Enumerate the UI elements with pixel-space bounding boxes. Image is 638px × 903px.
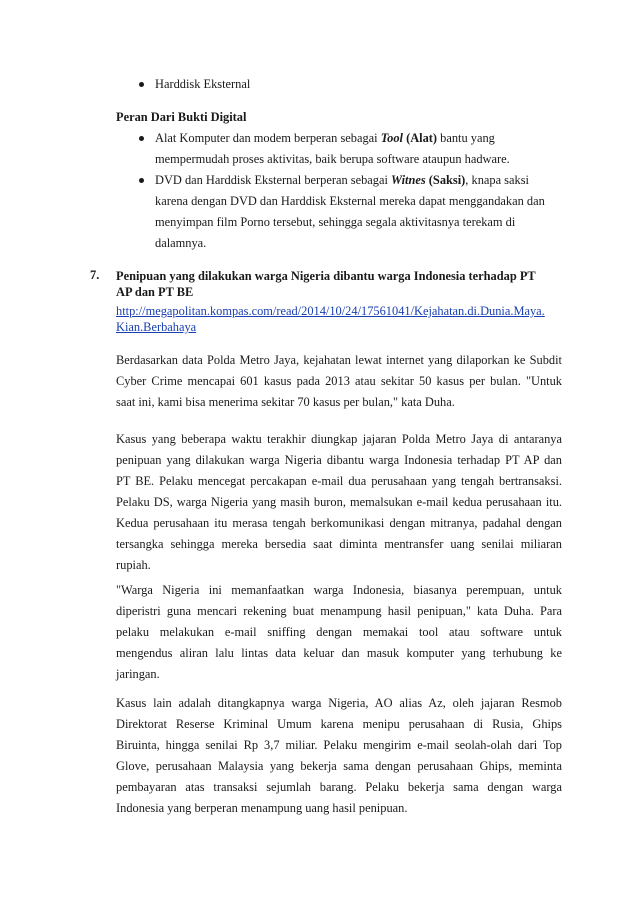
- paragraph-line: Indonesia yang berperan menampung uang hasil penipuan.: [116, 801, 408, 815]
- paragraph-line: Pelaku DS, warga Nigeria yang masih buron, memalsukan e-mail kedua perusahaan itu.: [116, 495, 562, 509]
- paragraph-line: Direktorat Reserse Kriminal Umum karena menipu perusahaan di Rusia, Ghips: [116, 717, 562, 731]
- paragraph-line: tersangka sehingga mereka bersedia saat diminta mentransfer uang senilai miliaran: [116, 537, 562, 551]
- paragraph-line: Kedua perusahaan itu merasa tengah berkomunikasi dengan mitranya, padahal dengan: [116, 516, 562, 530]
- paragraph-line: pelaku melakukan e-mail sniffing dengan memakai tool atau software untuk: [116, 625, 562, 639]
- paragraph-line: Glove, perusahaan Malaysia yang bekerja sama dengan perusahaan Ghips, meminta: [116, 759, 562, 773]
- top-bullet-list: [155, 74, 250, 95]
- bullet-icon: [139, 82, 144, 87]
- article-link-line[interactable]: http://megapolitan.kompas.com/read/2014/10/24/17561041/Kejahatan.di.Dunia.Maya.: [116, 304, 545, 318]
- body-paragraph: [116, 350, 562, 413]
- list-item-text: Harddisk Eksternal: [155, 77, 251, 91]
- paragraph-line: penipuan yang dilakukan warga Nigeria dibantu warga Indonesia terhadap PT AP dan: [116, 453, 562, 467]
- paragraph-line: jaringan.: [116, 667, 160, 681]
- article-link[interactable]: [116, 303, 545, 335]
- list-item-line: Alat Komputer dan modem berperan sebagai Tool (Alat) bantu yang: [155, 131, 495, 145]
- list-item-line: karena dengan DVD dan Harddisk Eksternal mereka dapat menggandakan dan: [155, 194, 545, 208]
- list-item-line: menyimpan film Porno tersebut, sehingga segala aktivitasnya terekam di: [155, 215, 516, 229]
- paragraph-line: rupiah.: [116, 558, 151, 572]
- section-title-line: Penipuan yang dilakukan warga Nigeria dibantu warga Indonesia terhadap PT: [116, 269, 536, 283]
- paragraph-line: mengendus aliran lalu lintas data keluar dan masuk komputer yang terhubung ke: [116, 646, 562, 660]
- paragraph-line: diperistri guna mencari rekening buat menampung hasil penipuan," kata Duha. Para: [116, 604, 562, 618]
- paragraph-line: Biruinta, hingga senilai Rp 3,7 miliar. Pelaku mengirim e-mail seolah-olah dari Top: [116, 738, 562, 752]
- paragraph-line: "Warga Nigeria ini memanfaatkan warga Indonesia, biasanya perempuan, untuk: [116, 583, 562, 597]
- paragraph-line: Kasus lain adalah ditangkapnya warga Nigeria, AO alias Az, oleh jajaran Resmob: [116, 696, 562, 710]
- list-item-line: dalamnya.: [155, 236, 207, 250]
- list-item: [155, 170, 545, 254]
- paragraph-line: Berdasarkan data Polda Metro Jaya, kejahatan lewat internet yang dilaporkan ke Subdit: [116, 353, 562, 367]
- section-title: [116, 268, 536, 300]
- paragraph-line: Cyber Crime mencapai 601 kasus pada 2013 atau sekitar 50 kasus per bulan. "Untuk: [116, 374, 562, 388]
- bullet-icon: [139, 136, 144, 141]
- section-title-line: AP dan PT BE: [116, 285, 194, 299]
- article-link-line[interactable]: Kian.Berbahaya: [116, 320, 197, 334]
- paragraph-line: pembayaran atas transaksi sejumlah barang. Pelaku bekerja sama dengan warga: [116, 780, 562, 794]
- peran-bullet-list: [155, 128, 545, 254]
- paragraph-line: saat ini, kami bisa menerima sekitar 70 kasus per bulan," kata Duha.: [116, 395, 455, 409]
- paragraph-line: PT BE. Pelaku mencegat percakapan e-mail dua perusahaan yang tengah bertransaksi.: [116, 474, 562, 488]
- list-item-line: DVD dan Harddisk Eksternal berperan sebagai Witnes (Saksi), knapa saksi: [155, 173, 529, 187]
- body-paragraph: [116, 693, 562, 819]
- body-paragraph: [116, 580, 562, 685]
- section-heading: Peran Dari Bukti Digital: [116, 110, 247, 124]
- list-item: [155, 74, 250, 95]
- bullet-icon: [139, 178, 144, 183]
- paragraph-line: Kasus yang beberapa waktu terakhir diungkap jajaran Polda Metro Jaya di antaranya: [116, 432, 562, 446]
- list-item: [155, 128, 545, 170]
- list-item-line: mempermudah proses aktivitas, baik berupa software ataupun hadware.: [155, 152, 510, 166]
- section-number: 7.: [90, 268, 100, 282]
- body-paragraph: [116, 429, 562, 576]
